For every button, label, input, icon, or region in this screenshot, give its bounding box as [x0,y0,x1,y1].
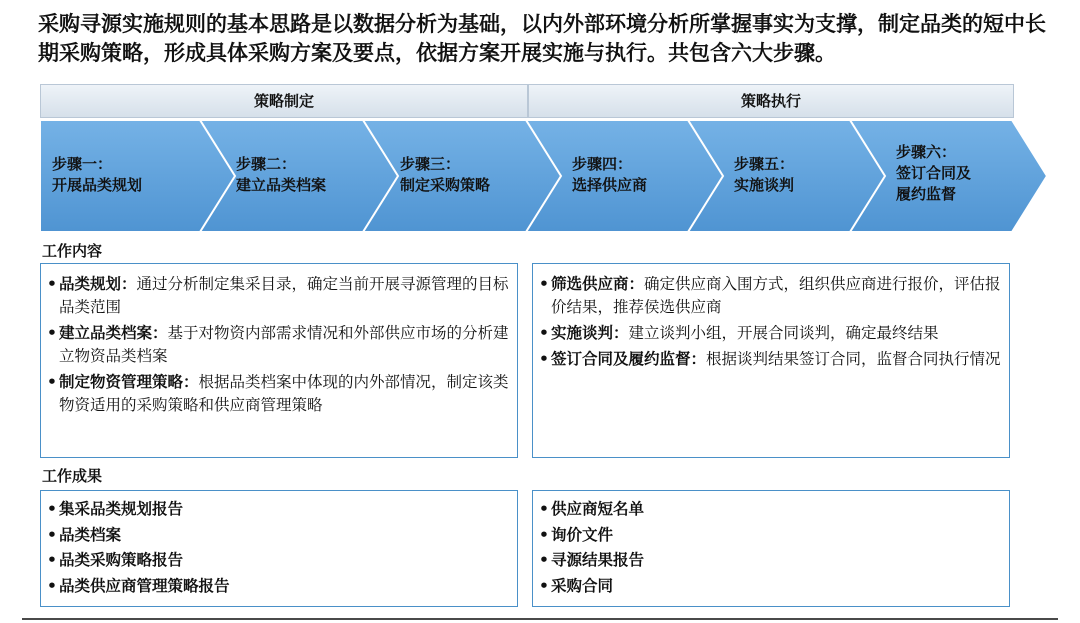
list-item: • 集采品类规划报告 [47,497,509,523]
bottom-divider [22,618,1058,620]
list-item: • 品类规划：通过分析制定集采目录，确定当前开展寻源管理的目标品类范围 [47,273,509,319]
work-content-left-box [40,263,518,458]
step-4-title: 步骤四： [572,155,633,173]
step-6-name-line1: 签订合同及 [896,164,972,182]
work-results-left-box [40,490,518,607]
list-item: • 实施谈判：建立谈判小组，开展合同谈判，确定最终结果 [539,322,1001,345]
step-3-label [400,154,490,196]
list-item: • 制定物资管理策略：根据品类档案中体现的内外部情况，制定该类物资适用的采购策略和供应商管理策略 [47,371,509,417]
work-content-title: 工作内容 [42,242,103,260]
step-3-title: 步骤三： [400,155,461,173]
phase-strategy-formulation: 策略制定 [40,84,528,118]
step-6-label [896,142,971,205]
list-item: • 寻源结果报告 [539,548,1001,574]
list-item: • 采购合同 [539,574,1001,600]
list-item: • 供应商短名单 [539,497,1001,523]
work-results-title: 工作成果 [42,467,103,485]
work-content-right-box [532,263,1010,458]
step-6-title: 步骤六： [896,143,957,161]
step-2-label [236,154,326,196]
list-item: • 品类采购策略报告 [47,548,509,574]
list-item: • 品类供应商管理策略报告 [47,574,509,600]
phase-strategy-execution: 策略执行 [528,84,1014,118]
list-item: • 签订合同及履约监督：根据谈判结果签订合同，监督合同执行情况 [539,348,1001,371]
step-1-title: 步骤一： [52,155,113,173]
step-1-name: 开展品类规划 [52,176,143,194]
intro-paragraph: 采购寻源实施规则的基本思路是以数据分析为基础，以内外部环境分析所掌握事实为支撑，制定品类的短中长期采购策略，形成具体采购方案及要点，依据方案开展实施与执行。共包含六大步骤。 [38,12,1046,65]
list-item: • 建立品类档案：基于对物资内部需求情况和外部供应市场的分析建立物资品类档案 [47,322,509,368]
list-item: • 品类档案 [47,523,509,549]
list-item: • 筛选供应商：确定供应商入围方式，组织供应商进行报价，评估报价结果，推荐侯选供应商 [539,273,1001,319]
step-4-name: 选择供应商 [572,176,648,194]
step-3-name: 制定采购策略 [400,176,491,194]
step-6-name-line2: 履约监督 [896,185,957,203]
step-1-label [52,154,142,196]
step-4-label [572,154,647,196]
step-5-label [734,154,794,196]
step-2-name: 建立品类档案 [236,176,327,194]
step-2-title: 步骤二： [236,155,297,173]
list-item: • 询价文件 [539,523,1001,549]
step-5-name: 实施谈判 [734,176,795,194]
step-5-title: 步骤五： [734,155,795,173]
work-results-right-box [532,490,1010,607]
